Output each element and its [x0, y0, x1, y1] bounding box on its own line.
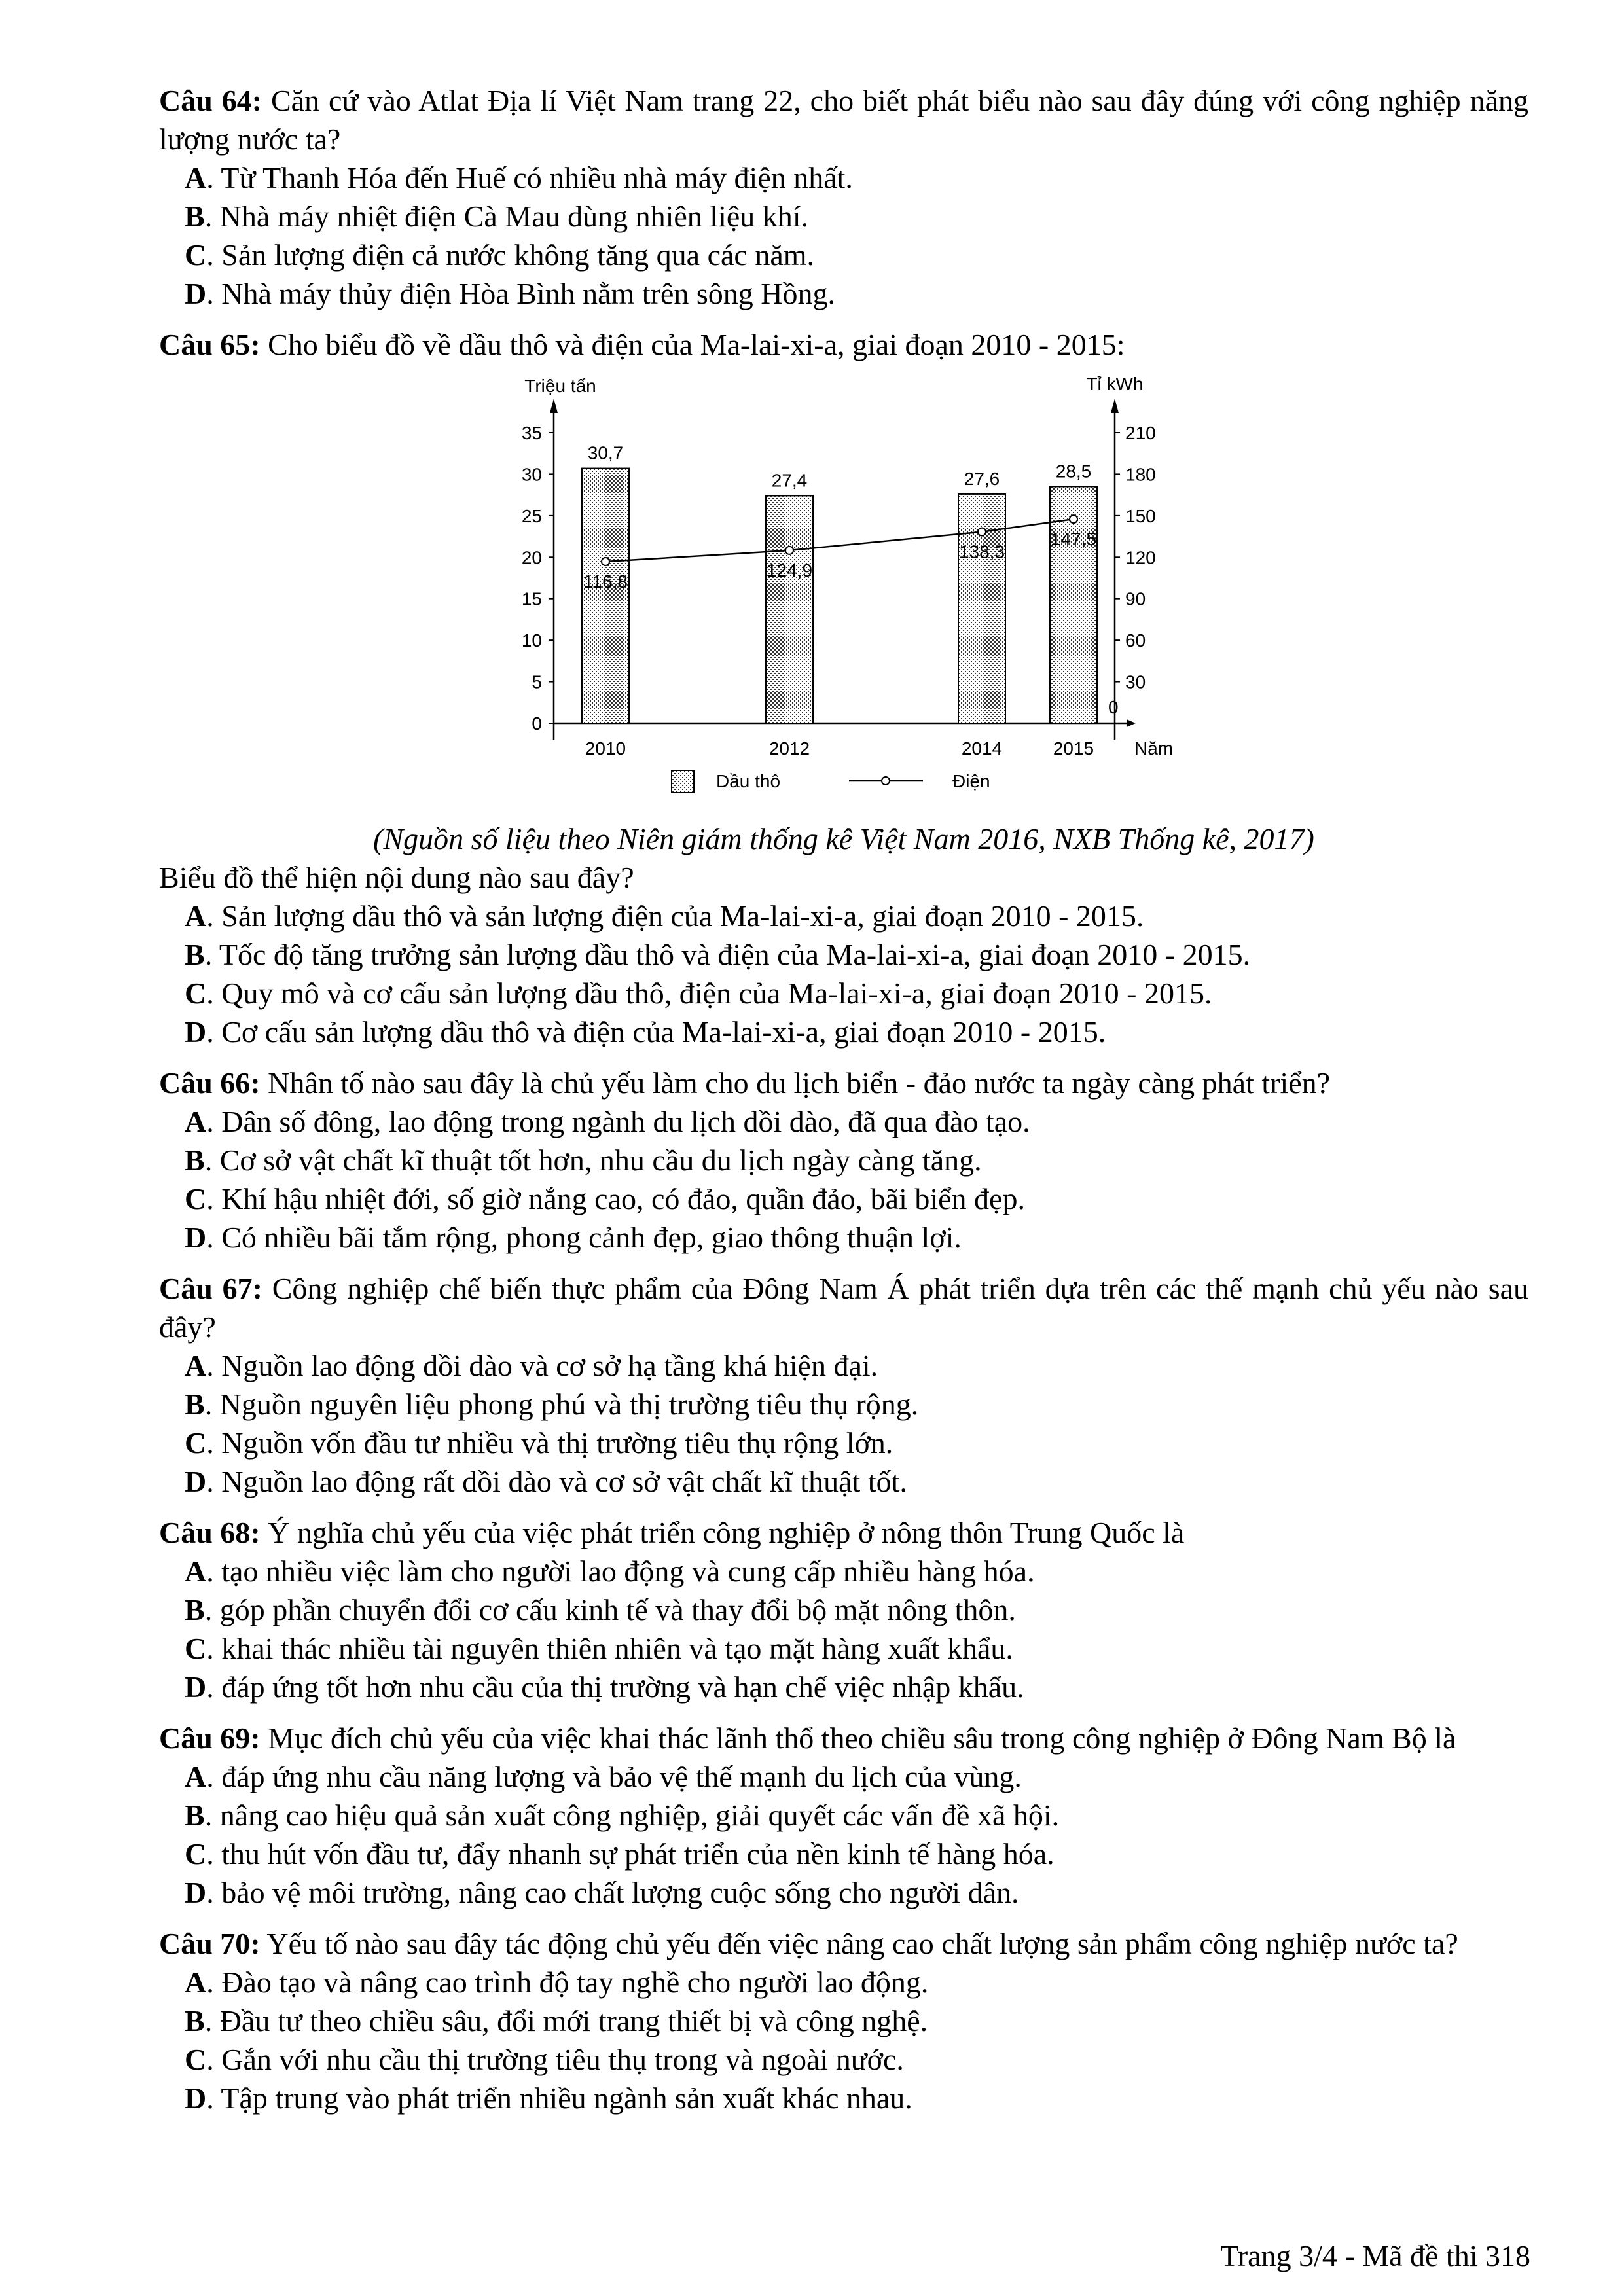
option-text: Nguồn lao động rất dồi dào và cơ sở vật chất kĩ thuật tốt. — [221, 1465, 907, 1498]
answer-option-b[interactable]: B. nâng cao hiệu quả sản xuất công nghiệp, giải quyết các vấn đề xã hội. — [185, 1799, 1060, 1832]
question-label: Câu 69: — [159, 1721, 261, 1755]
x-axis-arrow-icon — [1127, 719, 1136, 727]
answer-option-d[interactable]: D. Cơ cấu sản lượng dầu thô và điện của Ma-lai-xi-a, giai đoạn 2010 - 2015. — [185, 1015, 1106, 1049]
option-text: Quy mô và cơ cấu sản lượng dầu thô, điện của Ma-lai-xi-a, giai đoạn 2010 - 2015. — [221, 977, 1212, 1010]
legend-line-marker — [882, 777, 890, 785]
left-axis-arrow-icon — [550, 399, 558, 413]
option-text: Sản lượng điện cả nước không tăng qua các năm. — [221, 238, 815, 272]
option-letter: C — [185, 2043, 207, 2076]
right-axis-label: Tỉ kWh — [1086, 374, 1144, 394]
option-text: Nguồn lao động dồi dào và cơ sở hạ tầng khá hiện đại. — [221, 1349, 878, 1382]
option-text: góp phần chuyển đổi cơ cấu kinh tế và thay đổi bộ mặt nông thôn. — [219, 1593, 1016, 1626]
right-tick-label: 120 — [1125, 547, 1156, 568]
option-letter: C — [185, 977, 207, 1010]
option-letter: D — [185, 277, 207, 310]
question-69 — [159, 1719, 1528, 1912]
option-text: bảo vệ môi trường, nâng cao chất lượng cuộc sống cho người dân. — [221, 1876, 1019, 1909]
left-axis-label: Triệu tấn — [524, 376, 596, 396]
bar-2010 — [582, 469, 629, 723]
answer-option-b[interactable]: B. góp phần chuyển đổi cơ cấu kinh tế và thay đổi bộ mặt nông thôn. — [185, 1593, 1016, 1626]
option-text: Sản lượng dầu thô và sản lượng điện của Ma-lai-xi-a, giai đoạn 2010 - 2015. — [221, 899, 1144, 933]
question-68 — [159, 1513, 1528, 1706]
question-66 — [159, 1064, 1528, 1257]
answer-option-c[interactable]: C. thu hút vốn đầu tư, đẩy nhanh sự phát triển của nền kinh tế hàng hóa. — [185, 1837, 1055, 1871]
right-tick-label: 150 — [1125, 505, 1156, 526]
question-67 — [159, 1269, 1528, 1501]
legend-bar-label: Dầu thô — [716, 771, 781, 791]
answer-option-a[interactable]: A. đáp ứng nhu cầu năng lượng và bảo vệ thế mạnh du lịch của vùng. — [185, 1760, 1022, 1793]
answer-option-b[interactable]: B. Nguồn nguyên liệu phong phú và thị trường tiêu thụ rộng. — [185, 1388, 919, 1421]
answer-option-c[interactable]: C. Quy mô và cơ cấu sản lượng dầu thô, điện của Ma-lai-xi-a, giai đoạn 2010 - 2015. — [185, 977, 1212, 1010]
option-letter: B — [185, 1388, 205, 1421]
answer-option-b[interactable]: B. Đầu tư theo chiều sâu, đổi mới trang thiết bị và công nghệ. — [185, 2004, 928, 2037]
left-tick-label: 0 — [532, 713, 542, 734]
option-letter: A — [185, 1349, 207, 1382]
option-letter: D — [185, 1876, 207, 1909]
option-text: Gắn với nhu cầu thị trường tiêu thụ trong và ngoài nước. — [221, 2043, 904, 2076]
question-text: Công nghiệp chế biến thực phẩm của Đông Nam Á phát triển dựa trên các thế mạnh chủ yếu nào sau đây? — [159, 1272, 1529, 1344]
option-letter: A — [185, 161, 207, 194]
legend-line-label: Điện — [952, 771, 990, 791]
right-tick-label: 0 — [1108, 697, 1119, 717]
question-text: Nhân tố nào sau đây là chủ yếu làm cho du lịch biển - đảo nước ta ngày càng phát triển? — [268, 1066, 1331, 1100]
option-letter: C — [185, 238, 207, 272]
answer-option-c[interactable]: C. Nguồn vốn đầu tư nhiều và thị trường tiêu thụ rộng lớn. — [185, 1426, 893, 1460]
answer-option-c[interactable]: C. Gắn với nhu cầu thị trường tiêu thụ trong và ngoài nước. — [185, 2043, 904, 2076]
chart-question: Biểu đồ thể hiện nội dung nào sau đây? — [159, 861, 634, 894]
option-letter: A — [185, 1105, 207, 1138]
option-text: Cơ cấu sản lượng dầu thô và điện của Ma-lai-xi-a, giai đoạn 2010 - 2015. — [221, 1015, 1106, 1049]
question-label: Câu 70: — [159, 1927, 261, 1960]
question-label: Câu 66: — [159, 1066, 261, 1100]
option-text: Từ Thanh Hóa đến Huế có nhiều nhà máy điện nhất. — [221, 161, 853, 194]
left-tick-label: 15 — [521, 588, 542, 609]
page-footer: Trang 3/4 - Mã đề thi 318 — [1220, 2239, 1530, 2272]
x-tick-label: 2015 — [1053, 738, 1094, 759]
bar-value-label: 28,5 — [1055, 461, 1092, 482]
left-tick-label: 10 — [521, 630, 542, 651]
x-tick-label: 2014 — [961, 738, 1003, 759]
option-text: tạo nhiều việc làm cho người lao động và cung cấp nhiều hàng hóa. — [221, 1554, 1035, 1588]
option-text: Đào tạo và nâng cao trình độ tay nghề cho người lao động. — [221, 1965, 929, 1999]
x-axis-label: Năm — [1134, 738, 1174, 759]
left-tick-label: 30 — [521, 464, 542, 485]
option-text: đáp ứng nhu cầu năng lượng và bảo vệ thế mạnh du lịch của vùng. — [221, 1760, 1022, 1793]
answer-option-d[interactable]: D. đáp ứng tốt hơn nhu cầu của thị trường và hạn chế việc nhập khẩu. — [185, 1670, 1024, 1704]
line-point-2014 — [978, 528, 986, 536]
question-stem — [159, 1269, 1528, 1346]
answer-option-a[interactable]: A. Từ Thanh Hóa đến Huế có nhiều nhà máy điện nhất. — [185, 161, 853, 194]
bar-value-label: 27,6 — [964, 468, 1000, 489]
line-point-2010 — [602, 558, 609, 565]
option-letter: B — [185, 1143, 205, 1177]
option-text: khai thác nhiều tài nguyên thiên nhiên và tạo mặt hàng xuất khẩu. — [221, 1632, 1013, 1665]
option-text: thu hút vốn đầu tư, đẩy nhanh sự phát triển của nền kinh tế hàng hóa. — [221, 1837, 1055, 1871]
option-letter: A — [185, 1965, 207, 1999]
line-point-2012 — [785, 547, 793, 554]
answer-option-d[interactable]: D. Có nhiều bãi tắm rộng, phong cảnh đẹp, giao thông thuận lợi. — [185, 1221, 962, 1254]
bar-2012 — [766, 495, 813, 723]
answer-option-b[interactable]: B. Tốc độ tăng trưởng sản lượng dầu thô và điện của Ma-lai-xi-a, giai đoạn 2010 - 2015. — [185, 938, 1251, 971]
option-text: Tập trung vào phát triển nhiều ngành sản xuất khác nhau. — [221, 2081, 912, 2115]
option-letter: A — [185, 1554, 207, 1588]
x-tick-label: 2012 — [768, 738, 810, 759]
option-letter: C — [185, 1632, 207, 1665]
option-letter: C — [185, 1182, 207, 1215]
option-text: Đầu tư theo chiều sâu, đổi mới trang thiết bị và công nghệ. — [219, 2004, 928, 2037]
question-text: Mục đích chủ yếu của việc khai thác lãnh thổ theo chiều sâu trong công nghiệp ở Đông Nam Bộ là — [268, 1721, 1456, 1755]
option-text: nâng cao hiệu quả sản xuất công nghiệp, giải quyết các vấn đề xã hội. — [219, 1799, 1060, 1832]
left-tick-label: 20 — [521, 547, 542, 568]
option-text: Cơ sở vật chất kĩ thuật tốt hơn, nhu cầu du lịch ngày càng tăng. — [219, 1143, 982, 1177]
answer-option-d[interactable]: D. Nguồn lao động rất dồi dào và cơ sở vật chất kĩ thuật tốt. — [185, 1465, 907, 1498]
answer-option-a[interactable]: A. Sản lượng dầu thô và sản lượng điện của Ma-lai-xi-a, giai đoạn 2010 - 2015. — [185, 899, 1144, 933]
line-value-label: 147,5 — [1050, 529, 1097, 550]
oil-electricity-chart — [0, 228, 1624, 1079]
option-letter: A — [185, 899, 207, 933]
question-label: Câu 68: — [159, 1516, 261, 1549]
option-letter: B — [185, 1799, 205, 1832]
right-tick-label: 210 — [1125, 423, 1156, 443]
legend-bar-swatch — [672, 770, 694, 793]
chart-source: (Nguồn số liệu theo Niên giám thống kê Việt Nam 2016, NXB Thống kê, 2017) — [373, 822, 1314, 855]
question-text: Cho biểu đồ về dầu thô và điện của Ma-lai-xi-a, giai đoạn 2010 - 2015: — [268, 328, 1125, 361]
question-stem — [159, 81, 1528, 158]
option-text: Nguồn vốn đầu tư nhiều và thị trường tiêu thụ rộng lớn. — [221, 1426, 893, 1460]
answer-option-d[interactable]: D. bảo vệ môi trường, nâng cao chất lượng cuộc sống cho người dân. — [185, 1876, 1019, 1909]
option-text: Tốc độ tăng trưởng sản lượng dầu thô và điện của Ma-lai-xi-a, giai đoạn 2010 - 2015. — [219, 938, 1251, 971]
left-tick-label: 5 — [532, 672, 542, 692]
question-label: Câu 67: — [159, 1272, 262, 1305]
bar-value-label: 27,4 — [771, 470, 808, 491]
option-text: Nhà máy nhiệt điện Cà Mau dùng nhiên liệu khí. — [219, 200, 809, 233]
option-text: đáp ứng tốt hơn nhu cầu của thị trường và hạn chế việc nhập khẩu. — [221, 1670, 1024, 1704]
right-tick-label: 60 — [1125, 630, 1146, 651]
question-stem — [159, 1924, 1528, 1963]
option-letter: C — [185, 1837, 207, 1871]
option-letter: B — [185, 2004, 205, 2037]
option-letter: D — [185, 2081, 207, 2115]
answer-option-b[interactable]: B. Cơ sở vật chất kĩ thuật tốt hơn, nhu cầu du lịch ngày càng tăng. — [185, 1143, 982, 1177]
option-letter: B — [185, 938, 205, 971]
option-letter: C — [185, 1426, 207, 1460]
line-value-label: 116,8 — [583, 571, 628, 592]
option-letter: D — [185, 1221, 207, 1254]
question-text: Căn cứ vào Atlat Địa lí Việt Nam trang 22, cho biết phát biểu nào sau đây đúng với công nghiệp năng lượng nước ta? — [159, 84, 1528, 156]
line-value-label: 138,3 — [958, 541, 1005, 562]
answer-option-c[interactable]: C. Khí hậu nhiệt đới, số giờ nắng cao, có đảo, quần đảo, bãi biển đẹp. — [185, 1182, 1025, 1215]
line-value-label: 124,9 — [766, 560, 813, 581]
option-text: Có nhiều bãi tắm rộng, phong cảnh đẹp, giao thông thuận lợi. — [221, 1221, 962, 1254]
left-tick-label: 35 — [521, 423, 542, 443]
question-text: Ý nghĩa chủ yếu của việc phát triển công nghiệp ở nông thôn Trung Quốc là — [268, 1516, 1185, 1549]
left-tick-label: 25 — [521, 505, 542, 526]
option-letter: D — [185, 1670, 207, 1704]
right-tick-label: 90 — [1125, 588, 1146, 609]
option-text: Dân số đông, lao động trong ngành du lịch dồi dào, đã qua đào tạo. — [221, 1105, 1030, 1138]
option-letter: A — [185, 1760, 207, 1793]
question-70 — [159, 1924, 1528, 2117]
answer-option-b[interactable]: B. Nhà máy nhiệt điện Cà Mau dùng nhiên liệu khí. — [185, 200, 809, 233]
option-text: Khí hậu nhiệt đới, số giờ nắng cao, có đảo, quần đảo, bãi biển đẹp. — [221, 1182, 1025, 1215]
line-point-2015 — [1070, 515, 1077, 523]
right-tick-label: 180 — [1125, 464, 1156, 485]
option-text: Nguồn nguyên liệu phong phú và thị trường tiêu thụ rộng. — [219, 1388, 919, 1421]
answer-option-a[interactable]: A. Dân số đông, lao động trong ngành du lịch dồi dào, đã qua đào tạo. — [185, 1105, 1030, 1138]
answer-option-a[interactable]: A. Nguồn lao động dồi dào và cơ sở hạ tầng khá hiện đại. — [185, 1349, 878, 1382]
option-letter: B — [185, 200, 205, 233]
answer-option-a[interactable]: A. tạo nhiều việc làm cho người lao động và cung cấp nhiều hàng hóa. — [185, 1554, 1035, 1588]
answer-option-a[interactable]: A. Đào tạo và nâng cao trình độ tay nghề cho người lao động. — [185, 1965, 929, 1999]
answer-option-c[interactable]: C. Sản lượng điện cả nước không tăng qua các năm. — [185, 238, 815, 272]
option-text: Nhà máy thủy điện Hòa Bình nằm trên sông Hồng. — [221, 277, 835, 310]
answer-option-d[interactable]: D. Nhà máy thủy điện Hòa Bình nằm trên sông Hồng. — [185, 277, 835, 310]
option-letter: D — [185, 1465, 207, 1498]
bar-value-label: 30,7 — [587, 442, 624, 463]
right-axis-arrow-icon — [1111, 399, 1119, 413]
question-label: Câu 64: — [159, 84, 262, 117]
answer-option-c[interactable]: C. khai thác nhiều tài nguyên thiên nhiên và tạo mặt hàng xuất khẩu. — [185, 1632, 1013, 1665]
answer-option-d[interactable]: D. Tập trung vào phát triển nhiều ngành sản xuất khác nhau. — [185, 2081, 912, 2115]
right-tick-label: 30 — [1125, 672, 1146, 692]
question-stem — [159, 1719, 1528, 1757]
option-letter: D — [185, 1015, 207, 1049]
option-letter: B — [185, 1593, 205, 1626]
question-label: Câu 65: — [159, 328, 261, 361]
x-tick-label: 2010 — [585, 738, 626, 759]
question-stem — [159, 1513, 1528, 1552]
question-text: Yếu tố nào sau đây tác động chủ yếu đến việc nâng cao chất lượng sản phẩm công nghiệp nước ta? — [266, 1927, 1458, 1960]
